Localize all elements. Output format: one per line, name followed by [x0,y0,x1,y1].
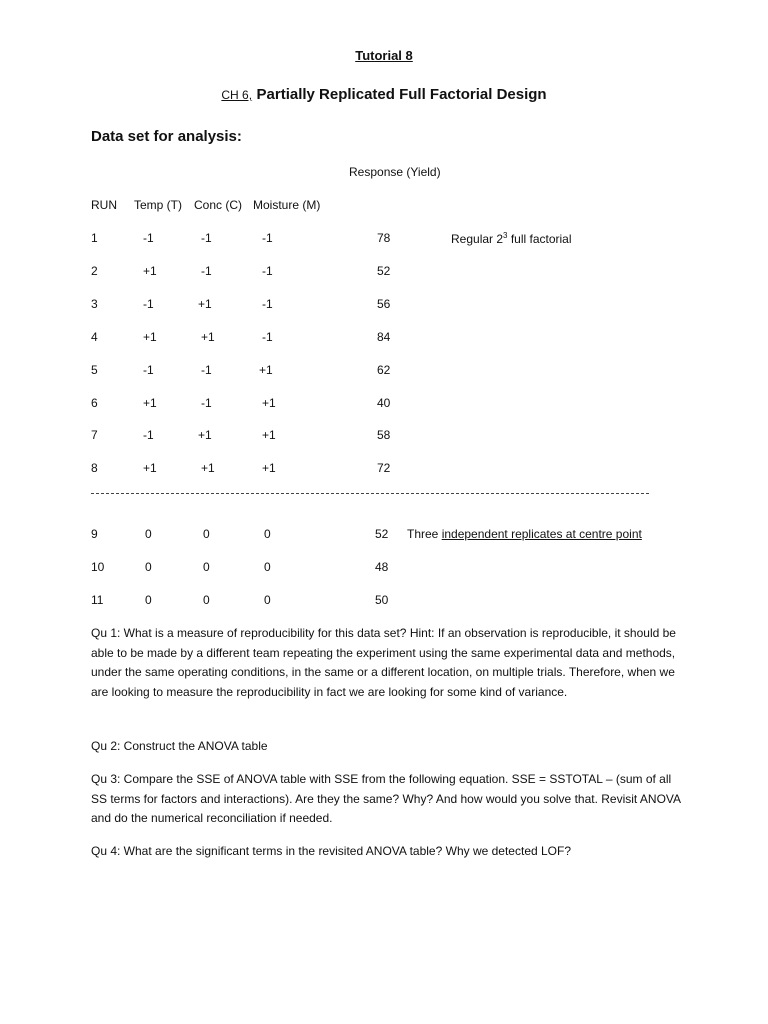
cell-conc: 0 [203,527,210,541]
cell-temp: -1 [143,428,154,442]
cell-moisture: -1 [262,330,273,344]
cell-temp: 0 [145,560,152,574]
cell-run: 6 [91,396,98,410]
cell-moisture: 0 [264,593,271,607]
question-3: Qu 3: Compare the SSE of ANOVA table with SSE from the following equation. SSE = SSTOTAL – (sum of all SS terms for factors and interactions). Are they the same? Why? And how would you solve that. Revisit ANOVA and do the numerical reconciliation if needed. [91,772,681,825]
chapter-reference: CH 6, [221,88,253,102]
cell-conc: -1 [201,264,212,278]
cell-moisture: +1 [262,461,276,475]
cell-run: 1 [91,231,98,245]
cell-conc: 0 [203,593,210,607]
cell-temp: -1 [143,363,154,377]
column-header-conc: Conc (C) [194,198,243,212]
cell-conc: -1 [201,396,212,410]
cell-yield: 50 [375,593,389,607]
cell-yield: 56 [377,297,391,311]
cell-moisture: 0 [264,560,271,574]
cell-run: 11 [91,593,104,607]
cell-yield: 58 [377,428,391,442]
cell-yield: 52 [375,527,389,541]
cell-run: 9 [91,527,98,541]
cell-temp: 0 [145,527,152,541]
cell-conc: -1 [201,231,212,245]
cell-temp: -1 [143,297,154,311]
cell-run: 7 [91,428,98,442]
response-header: Response (Yield) [349,165,441,179]
cell-conc: +1 [201,330,215,344]
cell-conc: +1 [201,461,215,475]
cell-run: 4 [91,330,98,344]
tutorial-title: Tutorial 8 [355,48,413,63]
cell-temp: 0 [145,593,152,607]
cell-conc: +1 [198,297,212,311]
cell-run: 3 [91,297,98,311]
cell-temp: +1 [143,264,157,278]
cell-moisture: -1 [262,264,273,278]
cell-yield: 40 [377,396,391,410]
cell-run: 5 [91,363,98,377]
cell-temp: -1 [143,231,154,245]
cell-yield: 62 [377,363,391,377]
cell-moisture: -1 [262,297,273,311]
cell-temp: +1 [143,396,157,410]
cell-moisture: +1 [262,396,276,410]
cell-yield: 84 [377,330,391,344]
dashed-divider [91,493,649,494]
centre-point-note: Three independent replicates at centre point [407,527,642,541]
section-heading: Data set for analysis: [91,128,242,145]
cell-temp: +1 [143,461,157,475]
cell-moisture: +1 [262,428,276,442]
question-1: Qu 1: What is a measure of reproducibility for this data set? Hint: If an observation is reproducible, it should be able to be made by a different team repeating the experiment using the same experimental data and methods, under the same operating conditions, in the same or a different location, on multiple trials. Therefore, when we are looking to measure the reproducibility in fact we are looking for some kind of variance. [91,626,676,699]
cell-yield: 78 [377,231,391,245]
question-4: Qu 4: What are the significant terms in the revisited ANOVA table? Why we detected LOF? [91,844,572,858]
chapter-title: Partially Replicated Full Factorial Design [256,86,547,103]
cell-moisture: -1 [262,231,273,245]
column-header-moisture: Moisture (M) [253,198,321,212]
cell-moisture: +1 [259,363,273,377]
cell-temp: +1 [143,330,157,344]
cell-conc: +1 [198,428,212,442]
cell-conc: -1 [201,363,212,377]
cell-run: 2 [91,264,98,278]
column-header-run: RUN [91,198,117,212]
cell-run: 8 [91,461,98,475]
cell-yield: 72 [377,461,391,475]
cell-yield: 48 [375,560,389,574]
chapter-heading [0,86,768,104]
question-2: Qu 2: Construct the ANOVA table [91,739,268,753]
column-header-temp: Temp (T) [134,198,182,212]
cell-yield: 52 [377,264,391,278]
cell-run: 10 [91,560,105,574]
cell-moisture: 0 [264,527,271,541]
cell-conc: 0 [203,560,210,574]
factorial-note: Regular $2^3$ full factorial [451,231,572,246]
